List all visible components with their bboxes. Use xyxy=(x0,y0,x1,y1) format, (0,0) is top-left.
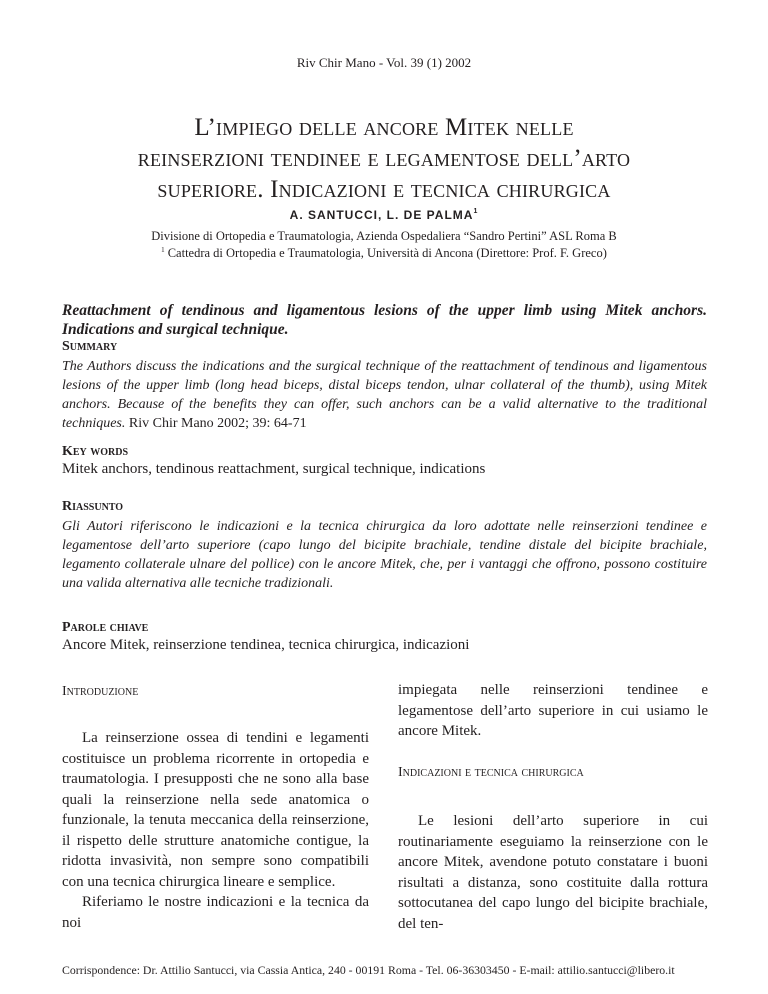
right-column-top xyxy=(398,680,708,742)
affiliation-1: Divisione di Ortopedia e Traumatologia, Azienda Ospedaliera “Sandro Pertini” ASL Roma B xyxy=(151,229,617,243)
summary-heading: Summary xyxy=(62,339,118,354)
riassunto-text: Gli Autori riferiscono le indicazioni e la tecnica chirurgica da loro adottate nelle reinserzioni tendinee e legamentose dell’arto superiore (capo lungo del bicipite brachiale, tendine distale del bicipite brachiale, legamento collaterale ulnare del pollice) con le ancore Mitek, che, per i vantaggi che offrono, possono costituire una valida alternativa alle tecniche tradizionali. xyxy=(62,519,707,591)
title-line: L’impiego delle ancore Mitek nelle xyxy=(194,114,574,141)
intro-paragraph-1: La reinserzione ossea di tendini e legamenti costituisce un problema ricorrente in ortopedia e traumatologia. I presupposti che ne sono alla base quali la reinserzione nella sede anatomica o funzionale, la tenuta meccanica della reinserzione, il rispetto delle strutture anatomiche contigue, la ridotta invasività, non sempre sono compatibili con una tecnica chirurgica lineare e semplice. xyxy=(62,730,369,890)
riassunto-heading: Riassunto xyxy=(62,499,124,514)
author-affiliation-marker: 1 xyxy=(473,208,479,215)
intro-paragraph-2: Riferiamo le nostre indicazioni e la tecnica da noi xyxy=(62,894,369,931)
title-line: superiore. Indicazioni e tecnica chirurgica xyxy=(157,176,611,203)
citation: Riv Chir Mano 2002; 39: 64-71 xyxy=(128,416,307,431)
author-names: A. SANTUCCI, L. DE PALMA xyxy=(289,208,474,222)
english-title: Reattachment of tendinous and ligamentous lesions of the upper limb using Mitek anchors. Indications and surgical technique. xyxy=(62,302,707,338)
left-column xyxy=(62,728,369,933)
affiliation-2-text: Cattedra di Ortopedia e Traumatologia, Università di Ancona (Direttore: Prof. F. Greco) xyxy=(167,246,607,261)
right-column-continuation: impiegata nelle reinserzioni tendinee e legamentose dell’arto superiore in cui usiamo le ancore Mitek. xyxy=(398,682,708,739)
keywords: Mitek anchors, tendinous reattachment, surgical technique, indications xyxy=(62,461,486,477)
parole-chiave: Ancore Mitek, reinserzione tendinea, tecnica chirurgica, indicazioni xyxy=(62,637,470,653)
summary-body: The Authors discuss the indications and the surgical technique of the reattachment of tendinous and ligamentous lesions of the upper limb (long head biceps, distal biceps tendon, ulnar collateral of the thumb), using Mitek anchors. Because of the benefits they can offer, such anchors can be a valid alternative to the traditional techniques. xyxy=(62,359,707,431)
indicazioni-heading: Indicazioni e tecnica chirurgica xyxy=(398,765,584,780)
introduzione-heading: Introduzione xyxy=(62,684,139,699)
article-title xyxy=(40,112,728,205)
parole-chiave-heading: Parole chiave xyxy=(62,620,149,635)
right-column-body xyxy=(398,811,708,934)
authors xyxy=(0,208,768,222)
indications-paragraph-1: Le lesioni dell’arto superiore in cui routinariamente eseguiamo la reinserzione con le ancore Mitek, avendone potuto constatare i buoni risultati a distanza, sono costituite dalla rottura sottocutanea del capo lungo del bicipite brachiale, del ten- xyxy=(398,813,708,932)
journal-header: Riv Chir Mano - Vol. 39 (1) 2002 xyxy=(296,55,472,70)
affiliation-2 xyxy=(0,246,768,261)
affiliation-marker: 1 xyxy=(161,246,165,254)
correspondence-footer: Corrispondence: Dr. Attilio Santucci, via Cassia Antica, 240 - 00191 Roma - Tel. 06-36303450 - E-mail: attilio.santucci@libero.it xyxy=(62,963,675,977)
summary-text xyxy=(62,357,707,433)
title-line: reinserzioni tendinee e legamentose dell’arto xyxy=(137,145,631,172)
keywords-heading: Key words xyxy=(62,444,129,459)
